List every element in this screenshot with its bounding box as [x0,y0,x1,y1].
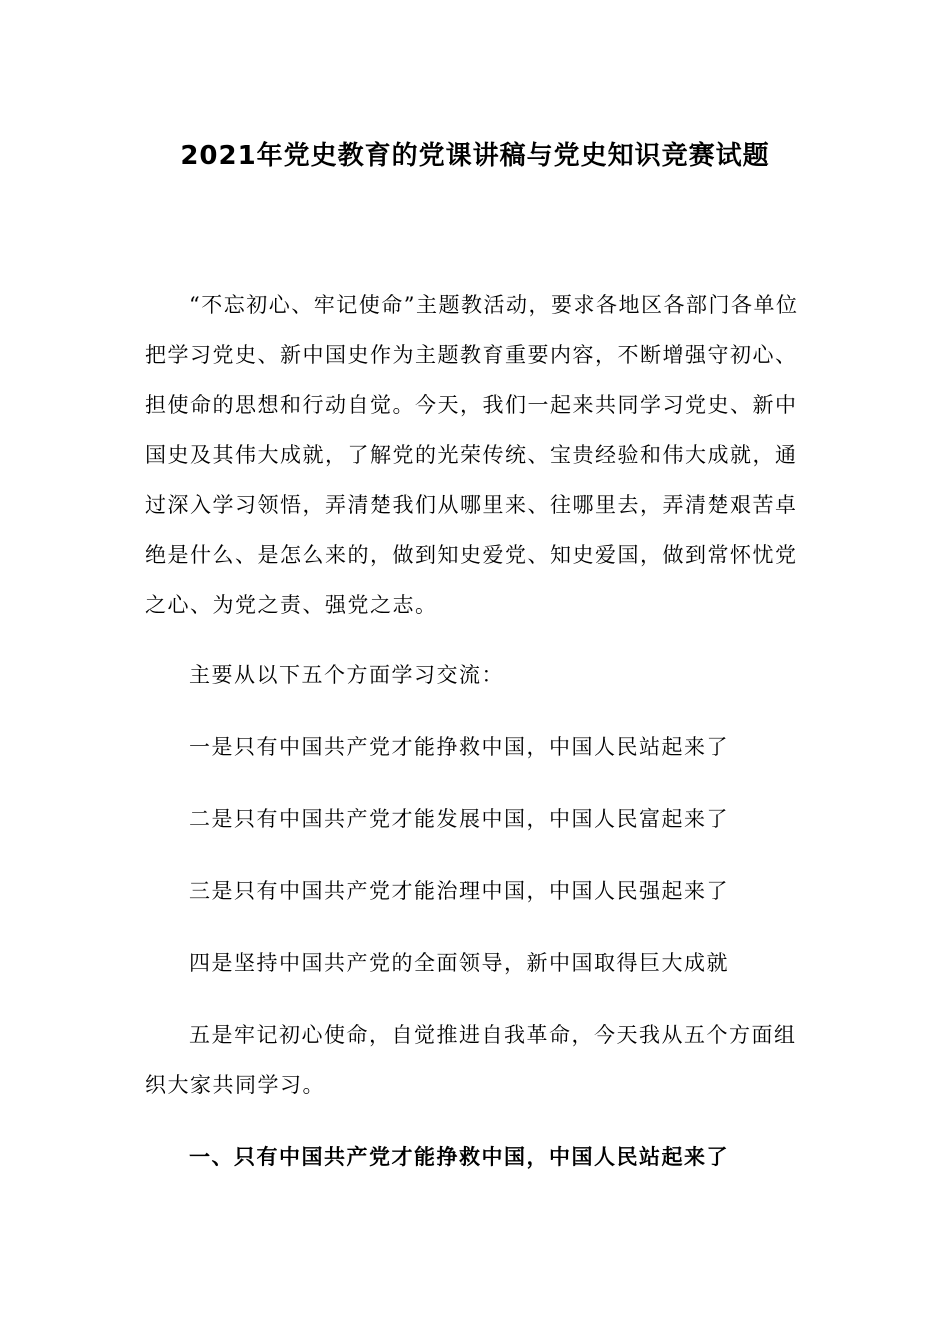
outline-intro-paragraph: 主要从以下五个方面学习交流： [189,663,504,687]
outline-item-2: 二是只有中国共产党才能发展中国，中国人民富起来了 [189,807,729,831]
outline-item-1: 一是只有中国共产党才能挣救中国，中国人民站起来了 [189,735,729,759]
document-title: 2021年党史教育的党课讲稿与党史知识竞赛试题 [180,141,770,171]
intro-paragraph: “不忘初心、牢记使命”主题教活动，要求各地区各部门各单位把学习党史、新中国史作为主题教育重要内容，不断增强守初心、担使命的思想和行动自觉。今天，我们一起来共同学习党史、新中国史及其伟大成就，了解党的光荣传统、宝贵经验和伟大成就，通过深入学习领悟，弄清楚我们从哪里来、往哪里去，弄清楚艰苦卓绝是什么、是怎么来的，做到知史爱党、知史爱国，做到常怀忧党之心、为党之责、强党之志。 [145,293,799,617]
outline-item-3: 三是只有中国共产党才能治理中国，中国人民强起来了 [189,879,729,903]
outline-item-4: 四是坚持中国共产党的全面领导，新中国取得巨大成就 [189,951,729,975]
document-body [145,280,805,1182]
section-heading: 一、只有中国共产党才能挣救中国，中国人民站起来了 [189,1145,729,1169]
outline-item-5: 五是牢记初心使命，自觉推进自我革命，今天我从五个方面组织大家共同学习。 [145,1023,797,1097]
